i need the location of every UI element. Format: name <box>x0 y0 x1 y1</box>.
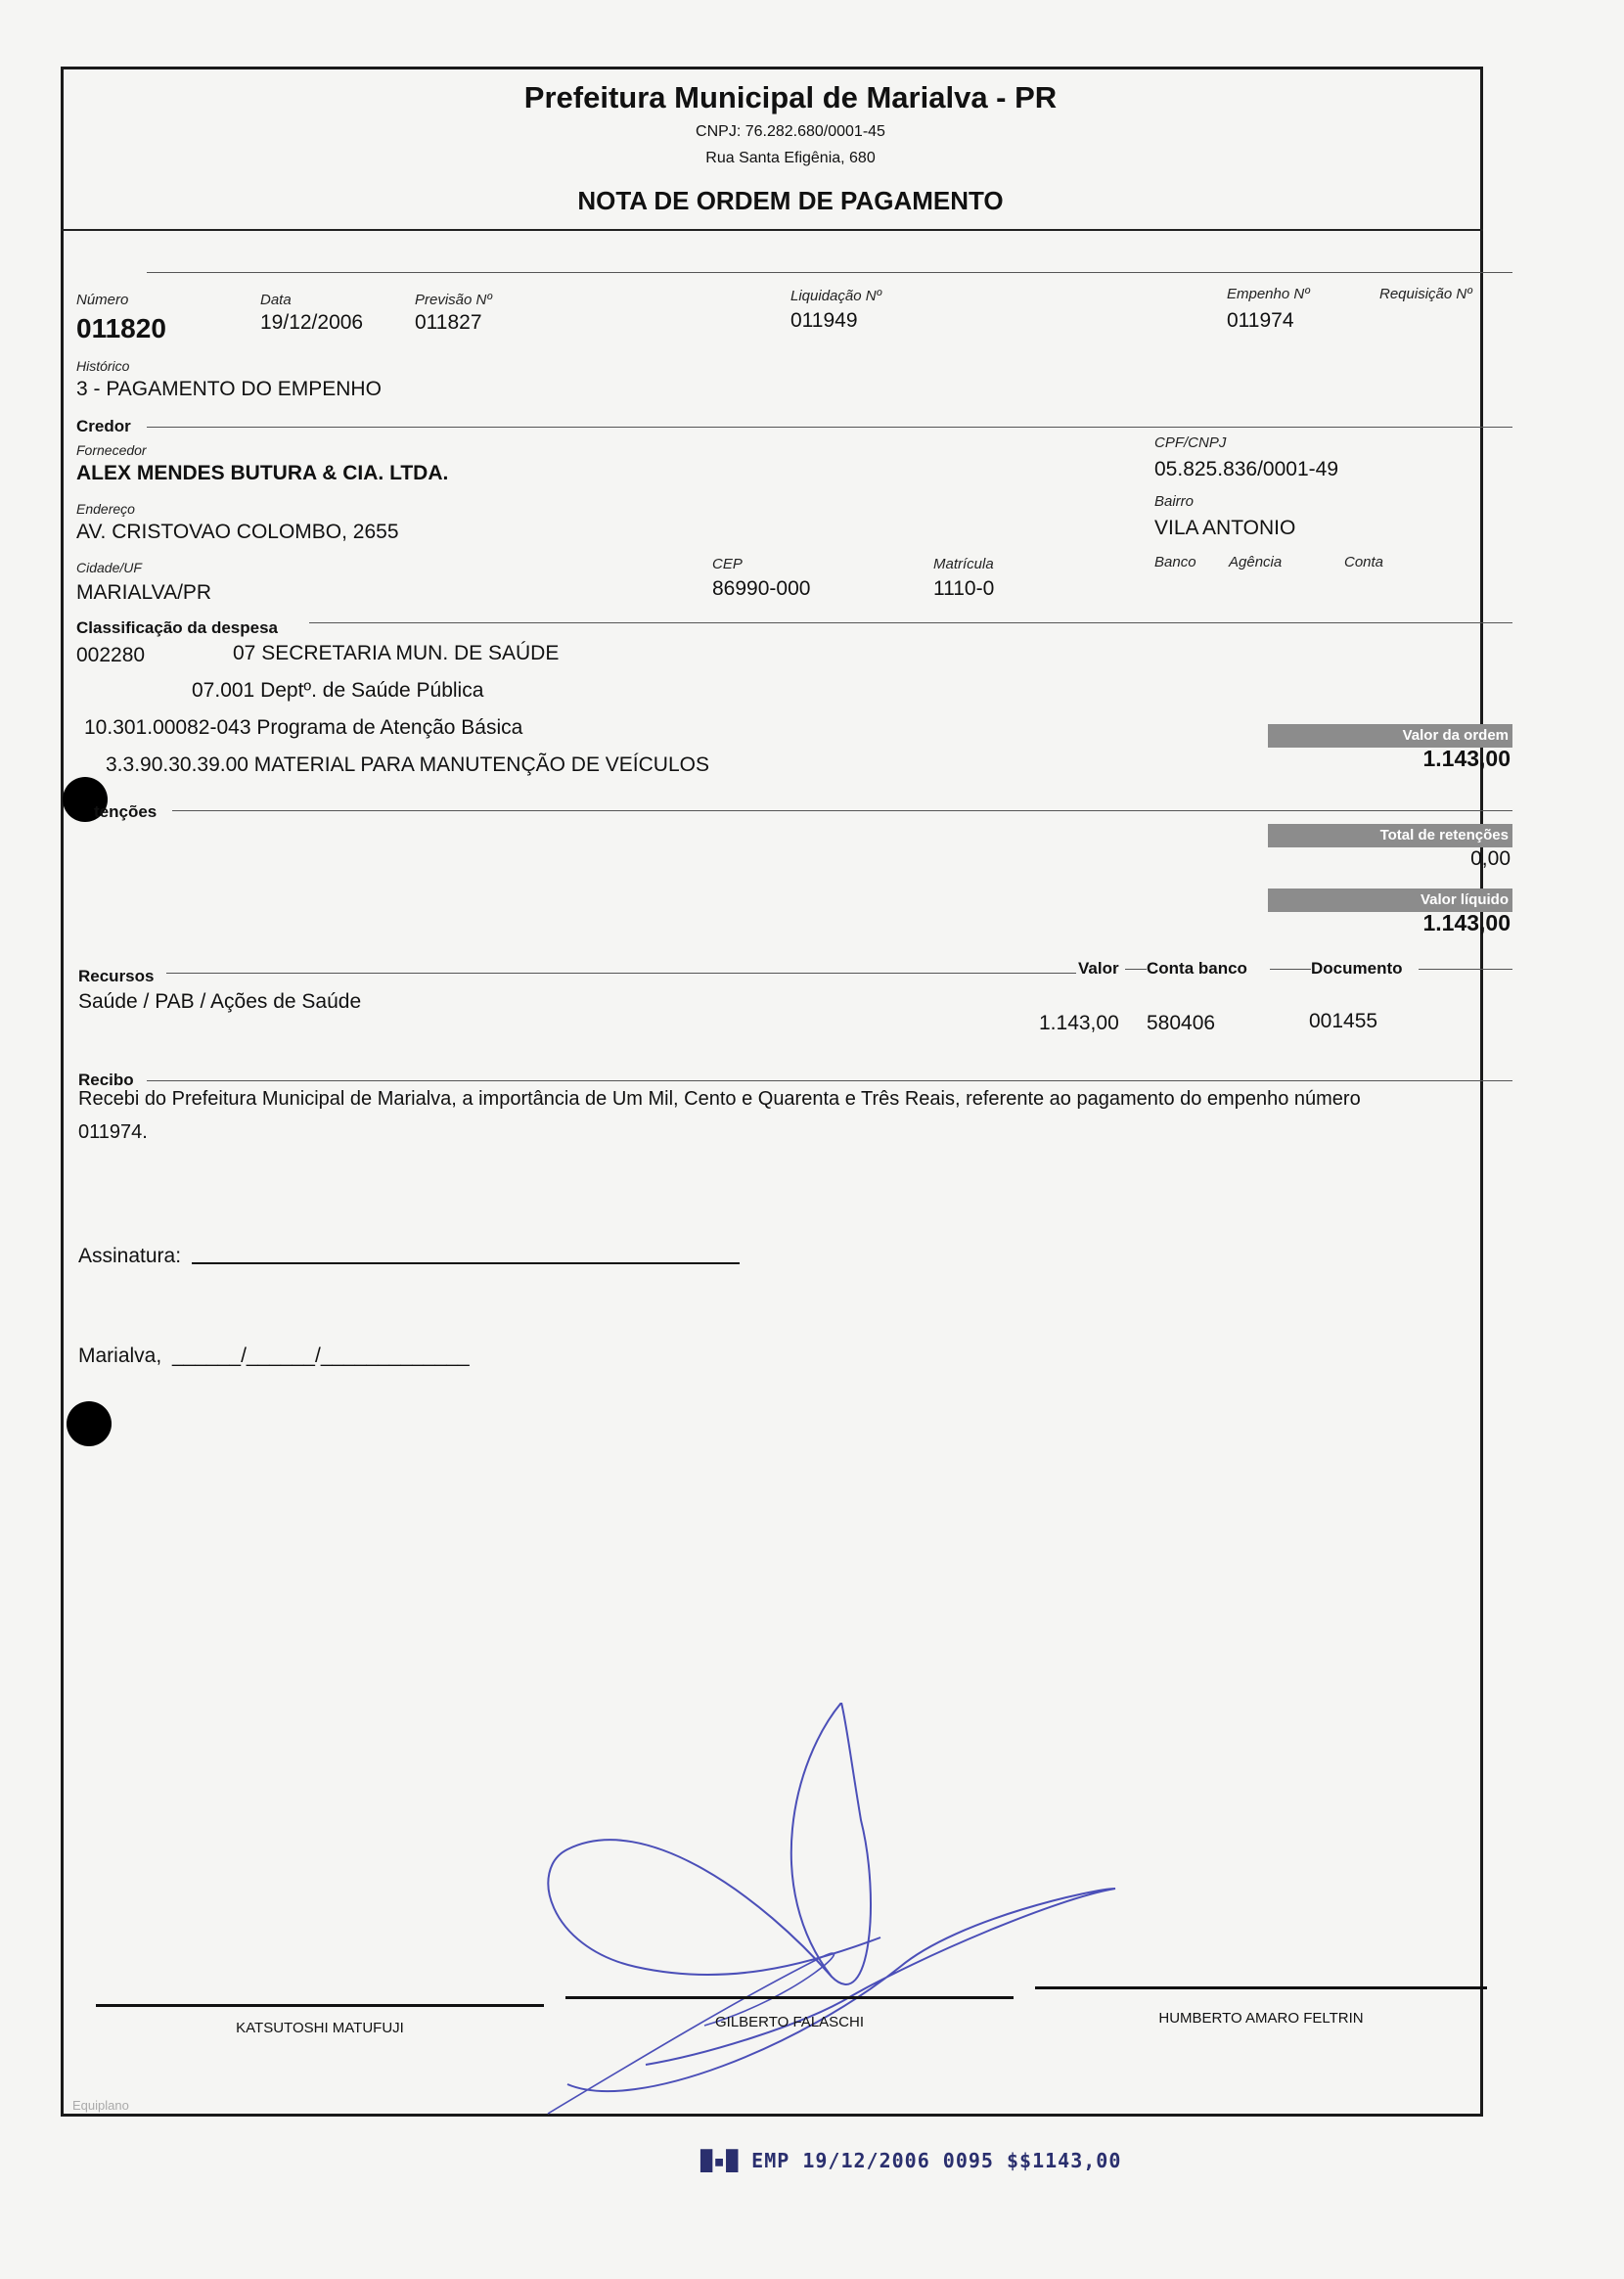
recursos-conta: 580406 <box>1147 1012 1216 1034</box>
recursos-descricao: Saúde / PAB / Ações de Saúde <box>78 990 362 1013</box>
liquidacao-value: 011949 <box>790 309 858 332</box>
recibo-rule <box>147 1080 1512 1081</box>
endereco-value: AV. CRISTOVAO COLOMBO, 2655 <box>76 521 399 543</box>
signature-line-2 <box>565 1996 1014 1999</box>
assinatura-label: Assinatura: <box>78 1245 182 1267</box>
liquidacao-label: Liquidação Nº <box>790 288 882 304</box>
recibo-text-line1: Recebi do Prefeitura Municipal de Marialva, a importância de Um Mil, Cento e Quarenta e Três Reais, referente ao pagamento do empenho número <box>78 1088 1361 1110</box>
recursos-rule-3 <box>1270 969 1311 970</box>
valor-liquido-label: Valor líquido <box>1268 889 1512 912</box>
signature-line-3 <box>1035 1986 1487 1989</box>
historico-label: Histórico <box>76 358 130 374</box>
classificacao-line4: 3.3.90.30.39.00 MATERIAL PARA MANUTENÇÃO DE VEÍCULOS <box>106 753 709 776</box>
cpf-value: 05.825.836/0001-49 <box>1154 458 1339 480</box>
credor-section: Credor <box>76 417 131 435</box>
recursos-valor: 1.143,00 <box>1039 1012 1119 1034</box>
bairro-value: VILA ANTONIO <box>1154 517 1296 539</box>
numero-value: 011820 <box>76 313 166 343</box>
stamp-icon: █▪█ <box>700 2149 740 2172</box>
matricula-value: 1110-0 <box>933 577 995 600</box>
classificacao-line3: 10.301.00082-043 Programa de Atenção Básica <box>84 716 523 739</box>
fornecedor-label: Fornecedor <box>76 442 147 458</box>
cidade-label: Cidade/UF <box>76 560 142 575</box>
valor-liquido-value: 1.143,00 <box>1422 910 1511 935</box>
recursos-rule-4 <box>1419 969 1512 970</box>
signature-line-1 <box>96 2004 544 2007</box>
equiplano-brand: Equiplano <box>72 2098 129 2113</box>
recursos-section: Recursos <box>78 967 155 985</box>
header-divider <box>61 229 1483 231</box>
previsao-value: 011827 <box>415 311 482 334</box>
classificacao-line1: 07 SECRETARIA MUN. DE SAÚDE <box>233 642 560 664</box>
empenho-value: 011974 <box>1227 309 1294 332</box>
historico-value: 3 - PAGAMENTO DO EMPENHO <box>76 378 382 400</box>
assinatura-line <box>192 1262 740 1264</box>
signature-name-2: GILBERTO FALASCHI <box>715 2014 864 2030</box>
classificacao-rule <box>309 622 1512 623</box>
numero-label: Número <box>76 292 129 308</box>
punch-hole-2 <box>67 1401 112 1446</box>
bairro-label: Bairro <box>1154 493 1195 510</box>
address-text: Rua Santa Efigênia, 680 <box>705 150 876 166</box>
cep-value: 86990-000 <box>712 577 811 600</box>
matricula-label: Matrícula <box>933 556 994 572</box>
credor-rule <box>147 427 1512 428</box>
recursos-rule-2 <box>1125 969 1147 970</box>
valor-ordem-value: 1.143,00 <box>1422 746 1511 771</box>
top-rule <box>147 272 1512 273</box>
previsao-label: Previsão Nº <box>415 292 492 308</box>
classificacao-line2: 07.001 Deptº. de Saúde Pública <box>192 679 484 702</box>
stamp-text: EMP 19/12/2006 0095 $$1143,00 <box>751 2149 1122 2172</box>
cpf-label: CPF/CNPJ <box>1154 434 1227 451</box>
cep-label: CEP <box>712 556 743 572</box>
data-label: Data <box>260 292 292 308</box>
date-blanks: ______/______/_____________ <box>172 1345 470 1367</box>
cidade-value: MARIALVA/PR <box>76 581 212 604</box>
fornecedor-value: ALEX MENDES BUTURA & CIA. LTDA. <box>76 462 449 484</box>
local-label: Marialva, <box>78 1345 162 1367</box>
total-retencoes-label: Total de retenções <box>1268 824 1512 847</box>
total-retencoes-value: 0,00 <box>1470 847 1511 870</box>
recibo-section: Recibo <box>78 1071 134 1089</box>
classificacao-section: Classificação da despesa <box>76 618 279 637</box>
recursos-valor-label: Valor <box>1078 959 1119 978</box>
empenho-label: Empenho Nº <box>1227 286 1310 302</box>
handwritten-signature <box>509 1703 1135 2133</box>
classificacao-code: 002280 <box>76 644 146 666</box>
retencoes-section: tenções <box>94 802 158 821</box>
page-title: Prefeitura Municipal de Marialva - PR <box>523 80 1058 114</box>
recursos-conta-label: Conta banco <box>1147 959 1247 978</box>
signature-name-3: HUMBERTO AMARO FELTRIN <box>1158 2010 1364 2027</box>
recursos-documento-label: Documento <box>1311 959 1403 978</box>
agencia-label: Agência <box>1229 554 1283 570</box>
valor-ordem-label: Valor da ordem <box>1268 724 1512 748</box>
conta-label: Conta <box>1344 554 1384 570</box>
cnpj-text: CNPJ: 76.282.680/0001-45 <box>696 123 885 140</box>
data-value: 19/12/2006 <box>260 311 364 334</box>
recursos-documento: 001455 <box>1309 1010 1378 1032</box>
recursos-rule <box>166 973 1076 974</box>
payment-stamp <box>700 2149 1121 2172</box>
signature-name-1: KATSUTOSHI MATUFUJI <box>236 2020 404 2036</box>
endereco-label: Endereço <box>76 501 135 517</box>
banco-label: Banco <box>1154 554 1196 570</box>
document-title: NOTA DE ORDEM DE PAGAMENTO <box>577 186 1004 215</box>
requisicao-label: Requisição Nº <box>1379 286 1472 302</box>
retencoes-rule <box>172 810 1512 811</box>
recibo-text-line2: 011974. <box>78 1121 148 1143</box>
